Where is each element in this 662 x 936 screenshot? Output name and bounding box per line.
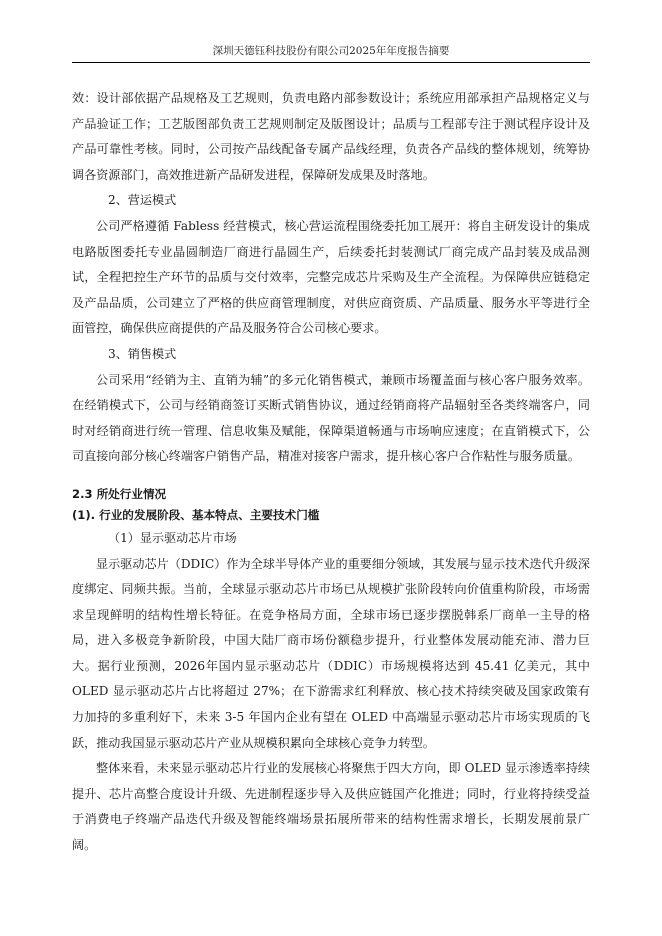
- page-content: [72, 86, 590, 859]
- section-spacer: [72, 470, 590, 484]
- section-heading-development-stage: (1). 行业的发展阶段、基本特点、主要技术门槛: [72, 507, 320, 522]
- subheading-ddic-market: （1）显示驱动芯片市场: [108, 530, 237, 545]
- paragraph-rd-organization: 效：设计部依据产品规格及工艺规则，负责电路内部参数设计；系统应用部承担产品规格定义与产品验证工作；工艺版图部负责工艺规则制定及版图设计；品质与工程部专注于测试程序设计及产品可靠性考核。同时，公司按产品线配备专属产品线经理，负责各产品线的整体规划，统筹协调各资源部门，高效推进新产品研发进程，保障研发成果及时落地。: [72, 91, 590, 182]
- paragraph-operation-mode: 公司严格遵循 Fabless 经营模式，核心营运流程围绕委托加工展开：将自主研发设计的集成电路版图委托专业晶圆制造厂商进行晶圆生产，后续委托封装测试厂商完成产品封装及成品测试，全程把控生产环节的品质与交付效率，完整完成芯片采购及生产全流程。为保障供应链稳定及产品品质，公司建立了严格的供应商管理制度，对供应商资质、产品质量、服务水平等进行全面管控，确保供应商提供的产品及服务符合公司核心要求。: [72, 218, 590, 336]
- paragraph-sales-mode: 公司采用“经销为主、直销为辅”的多元化销售模式，兼顾市场覆盖面与核心客户服务效率。在经销模式下，公司与经销商签订买断式销售协议，通过经销商将产品辐射至各类终端客户，同时对经销商进行统一管理、信息收集及赋能，保障渠道畅通与市场响应速度；在直销模式下，公司直接向部分核心终端客户销售产品，精准对接客户需求，提升核心客户合作粘性与服务质量。: [72, 372, 590, 464]
- header-divider: [72, 62, 590, 63]
- paragraph-ddic-market: 显示驱动芯片（DDIC）作为全球半导体产业的重要细分领域，其发展与显示技术迭代升级深度绑定、同频共振。当前，全球显示驱动芯片市场已从规模扩张阶段转向价值重构阶段，市场需求呈现鲜明的结构性增长特征。在竞争格局方面，全球市场已逐步摆脱韩系厂商单一主导的格局，进入多极竞争新阶段，中国大陆厂商市场份额稳步提升，行业整体发展动能充沛、潜力巨大。据行业预测，2026年国内显示驱动芯片（DDIC）市场规模将达到 45.41 亿美元，其中 OLED 显示驱动芯片占比将超过 27%；在下游需求红利释放、核心技术持续突破及国家政策有力加持的多重利好下，未来 3-5 年国内企业有望在 OLED 中高端显示驱动芯片市场实现质的飞跃，推动我国显示驱动芯片产业从规模积累向全球核心竞争力转型。: [72, 556, 590, 750]
- paragraph-overall-outlook: 整体来看，未来显示驱动芯片行业的发展核心将聚焦于四大方向，即 OLED 显示渗透率持续提升、芯片高整合度设计升级、先进制程逐步导入及供应链国产化推进；同时，行业将持续受益于消费电子终端产品迭代升级及智能终端场景拓展所带来的结构性需求增长，长期发展前景广阔。: [72, 761, 590, 853]
- page-header: 深圳天德钰科技股份有限公司2025年年度报告摘要: [212, 45, 450, 57]
- subheading-operation-mode: 2、营运模式: [108, 193, 177, 208]
- subheading-sales-mode: 3、销售模式: [108, 346, 177, 361]
- section-heading-industry: 2.3 所处行业情况: [72, 486, 167, 501]
